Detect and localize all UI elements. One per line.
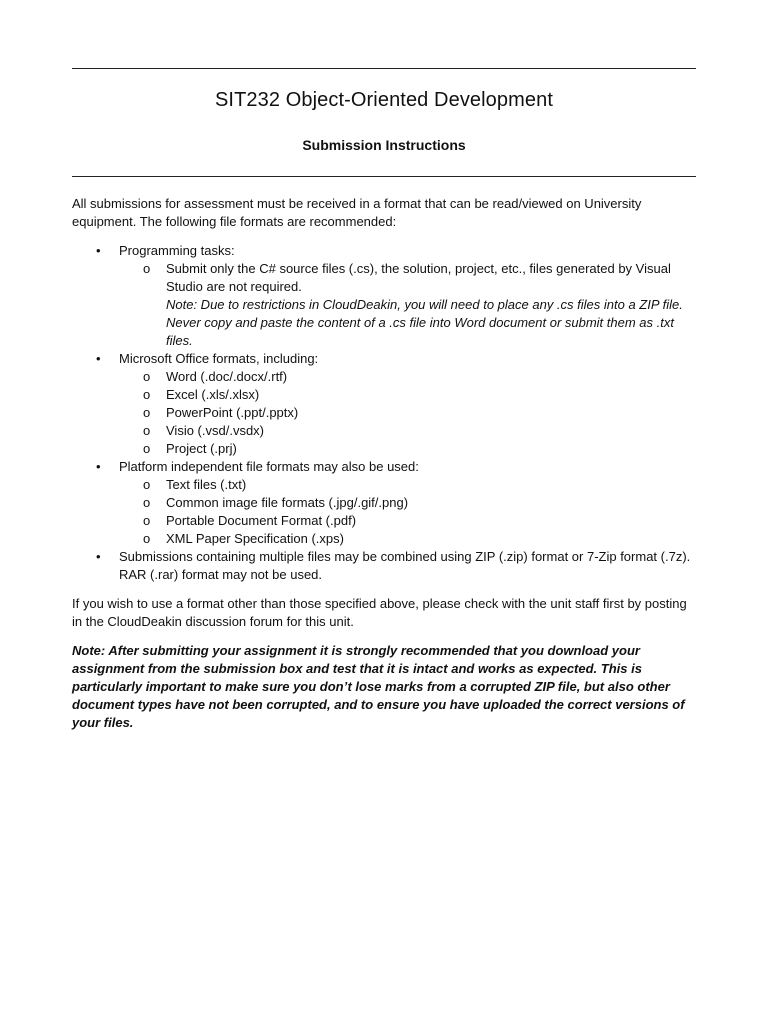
bullet-marker: • bbox=[96, 459, 101, 474]
list-item-platform-independent bbox=[72, 458, 696, 548]
sub-list-item bbox=[119, 260, 696, 350]
list-item-archives bbox=[72, 548, 696, 584]
sub-list-item-text: Excel (.xls/.xlsx) bbox=[166, 387, 260, 402]
list-item-label: Microsoft Office formats, including: bbox=[119, 351, 319, 366]
sub-list bbox=[119, 368, 696, 458]
sub-list-item-text: Word (.doc/.docx/.rtf) bbox=[166, 369, 288, 384]
intro-paragraph: All submissions for assessment must be received in a format that can be read/viewed on University equipment. The following file formats are recommended: bbox=[72, 196, 642, 229]
list-item-label: Programming tasks: bbox=[119, 243, 235, 258]
sub-bullet-marker: o bbox=[143, 369, 151, 384]
alternate-format-paragraph: If you wish to use a format other than those specified above, please check with the unit staff first by posting in the CloudDeakin discussion forum for this unit. bbox=[72, 596, 687, 629]
document-body bbox=[72, 195, 696, 732]
sub-list-item-text: Common image file formats (.jpg/.gif/.png) bbox=[166, 495, 409, 510]
sub-bullet-marker: o bbox=[143, 423, 151, 438]
cloud-deakin-note: Note: Due to restrictions in CloudDeakin, you will need to place any .cs files into a ZIP file. Never copy and paste the content of a .cs file into Word document or submit them as .txt files. bbox=[166, 297, 683, 348]
bullet-marker: • bbox=[96, 351, 101, 366]
sub-list bbox=[119, 260, 696, 350]
sub-list-item bbox=[119, 476, 696, 494]
sub-list-item-text: XML Paper Specification (.xps) bbox=[166, 531, 344, 546]
sub-list-item bbox=[119, 368, 696, 386]
submission-note: Note: After submitting your assignment it is strongly recommended that you download your assignment from the submission box and test that it is intact and works as expected. This is particularly important to make sure you don’t lose marks from a corrupted ZIP file, but also other document types have not been corrupted, and to ensure you have uploaded the correct versions of your files. bbox=[72, 643, 685, 730]
sub-bullet-marker: o bbox=[143, 531, 151, 546]
sub-bullet-marker: o bbox=[143, 405, 151, 420]
sub-bullet-marker: o bbox=[143, 495, 151, 510]
sub-list-item-text: Visio (.vsd/.vsdx) bbox=[166, 423, 265, 438]
header-divider bbox=[72, 176, 696, 177]
sub-list-item bbox=[119, 386, 696, 404]
sub-list-item bbox=[119, 530, 696, 548]
list-item-label: Submissions containing multiple files may be combined using ZIP (.zip) format or 7-Zip format (.7z). RAR (.rar) format may not be used. bbox=[119, 549, 691, 582]
bullet-marker: • bbox=[96, 243, 101, 258]
sub-list-item-text: Project (.prj) bbox=[166, 441, 237, 456]
bullet-marker: • bbox=[96, 549, 101, 564]
sub-list-item-text: Submit only the C# source files (.cs), the solution, project, etc., files generated by Visual Studio are not required. bbox=[166, 261, 671, 294]
sub-list-item-text: Portable Document Format (.pdf) bbox=[166, 513, 357, 528]
sub-bullet-marker: o bbox=[143, 261, 151, 276]
sub-list-item bbox=[119, 494, 696, 512]
sub-bullet-marker: o bbox=[143, 477, 151, 492]
sub-list bbox=[119, 476, 696, 548]
document-subtitle: Submission Instructions bbox=[302, 137, 466, 153]
sub-bullet-marker: o bbox=[143, 513, 151, 528]
sub-bullet-marker: o bbox=[143, 387, 151, 402]
document-title: SIT232 Object-Oriented Development bbox=[214, 89, 553, 111]
list-item-programming bbox=[72, 242, 696, 350]
sub-list-item-text: PowerPoint (.ppt/.pptx) bbox=[166, 405, 299, 420]
sub-list-item bbox=[119, 512, 696, 530]
sub-list-item bbox=[119, 422, 696, 440]
top-divider bbox=[72, 68, 696, 69]
list-item-label: Platform independent file formats may also be used: bbox=[119, 459, 419, 474]
sub-list-item bbox=[119, 404, 696, 422]
sub-list-item-text: Text files (.txt) bbox=[166, 477, 247, 492]
sub-list-item bbox=[119, 440, 696, 458]
sub-bullet-marker: o bbox=[143, 441, 151, 456]
list-item-office bbox=[72, 350, 696, 458]
format-list bbox=[72, 242, 696, 584]
